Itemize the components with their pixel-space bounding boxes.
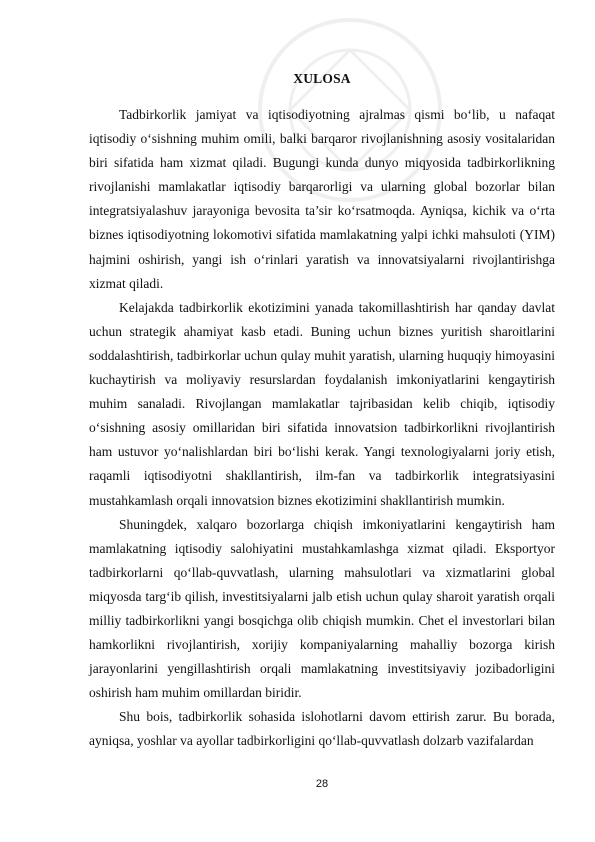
paragraph: Tadbirkorlik jamiyat va iqtisodiyotning ajralmas qismi bo‘lib, u nafaqat iqtisodiy o‘sishning muhim omili, balki barqaror rivojlanishning asosiy vositalaridan biri sifatida ham xizmat qiladi. Bugungi kunda dunyo miqyosida tadbirkorlikning rivojlanishi mamlakatlar iqtisodiy barqarorligi va ularning global bozorlar bilan integratsiyalashuv jarayoniga bevosita ta’sir ko‘rsatmoqda. Ayniqsa, kichik va o‘rta biznes iqtisodiyotning lokomotivi sifatida mamlakatning yalpi ichki mahsuloti (YIM) hajmini oshirish, yangi ish o‘rinlari yaratish va innovatsiyalarni rivojlantirishga xizmat qiladi. bbox=[89, 107, 555, 291]
paragraph: Shuningdek, xalqaro bozorlarga chiqish imkoniyatlarini kengaytirish ham mamlakatning iqtisodiy salohiyatini mustahkamlashga xizmat qiladi. Eksportyor tadbirkorlarni qo‘llab-quvvatlash, ularning mahsulotlari va xizmatlarini global miqyosda targ‘ib qilish, investitsiyalarni jalb etish uchun qulay sharoit yaratish orqali milliy tadbirkorlikni yangi bosqichga olib chiqish mumkin. Chet el investorlari bilan hamkorlikni rivojlantirish, xorijiy kompaniyalarning mahalliy bozorga kirish jarayonlarini yengillashtirish orqali mamlakatning investitsiyaviy jozibadorligini oshirish ham muhim omillardan biridir. bbox=[89, 516, 555, 701]
document-body bbox=[89, 103, 555, 754]
paragraph: Shu bois, tadbirkorlik sohasida islohotlarni davom ettirish zarur. Bu borada, ayniqsa, yoshlar va ayollar tadbirkorligini qo‘llab-quvvatlash dolzarb vazifalardan bbox=[89, 709, 555, 749]
page-number: 28 bbox=[315, 778, 329, 790]
document-title: XULOSA bbox=[293, 71, 351, 86]
paragraph: Kelajakda tadbirkorlik ekotizimini yanada takomillashtirish har qanday davlat uchun strategik ahamiyat kasb etadi. Buning uchun biznes yuritish sharoitlarini soddalashtirish, tadbirkorlar uchun qulay muhit yaratish, ularning huquqiy himoyasini kuchaytirish va moliyaviy resurslardan foydalanish imkoniyatlarini kengaytirish muhim sanaladi. Rivojlangan mamlakatlar tajribasidan kelib chiqib, iqtisodiy o‘sishning asosiy omillaridan biri sifatida innovatsion tadbirkorlikni rivojlantirish ham ustuvor yo‘nalishlardan biri bo‘lishi kerak. Yangi texnologiyalarni joriy etish, raqamli iqtisodiyotni shakllantirish, ilm-fan va tadbirkorlik integratsiyasini mustahkamlash orqali innovatsion biznes ekotizimini shakllantirish mumkin. bbox=[89, 299, 555, 508]
